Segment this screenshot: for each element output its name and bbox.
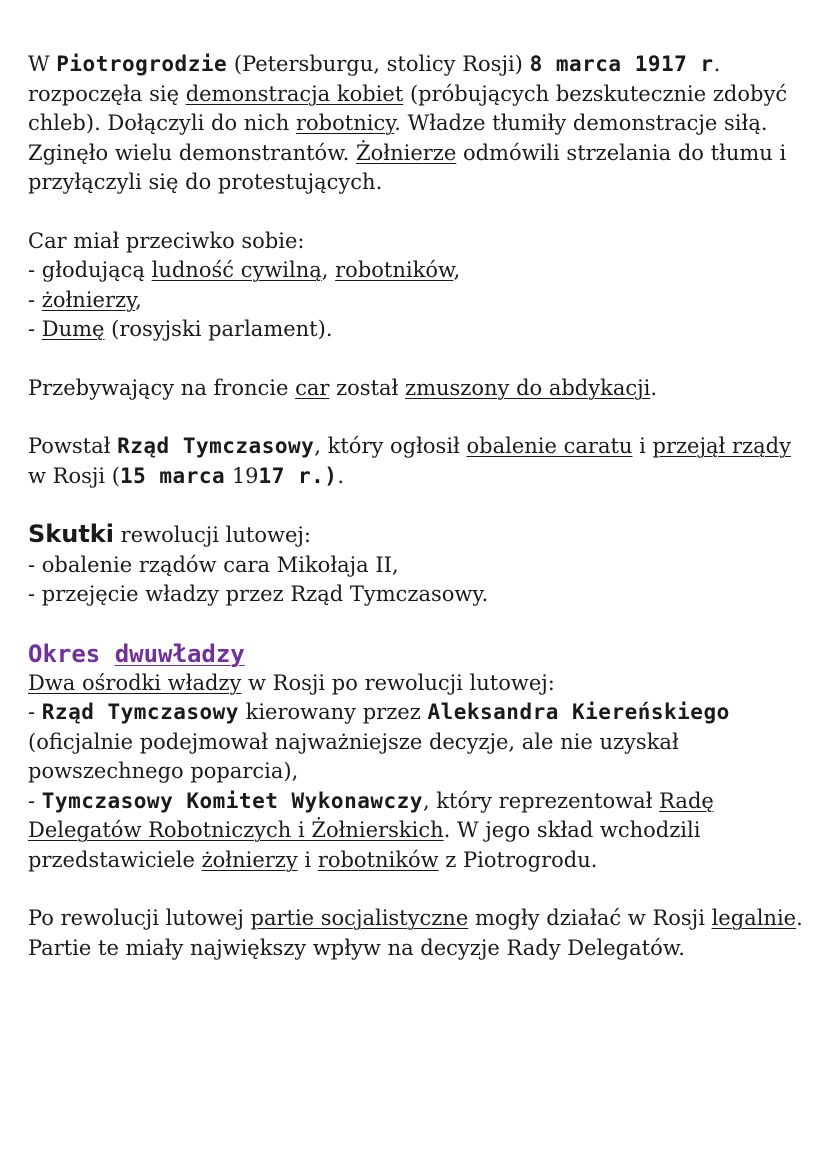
list-item-prefix: - (28, 700, 42, 724)
bold-date: 17 r.) (258, 463, 338, 488)
text: Powstał (28, 434, 118, 458)
text: kierowany przez (238, 700, 428, 724)
text: został (329, 375, 406, 400)
text: rewolucji lutowej: (114, 523, 311, 547)
paragraph-provisional-government (28, 432, 808, 491)
heading-underlined: dwuwładzy (114, 639, 245, 668)
underlined-term: robotnicy (296, 111, 395, 135)
paragraph-effects (28, 520, 808, 610)
text: , (453, 258, 461, 282)
list-item-prefix: - głodującą (28, 258, 152, 282)
text: Przebywający na froncie (28, 375, 296, 400)
paragraph-dual-power (28, 669, 808, 876)
text: z Piotrogrodu. (438, 847, 598, 872)
paragraph-socialist-parties (28, 904, 808, 963)
underlined-term: Żołnierze (356, 140, 457, 165)
section-heading-dual-power (28, 639, 808, 669)
text: w Rosji ( (28, 463, 120, 488)
text: 19 (225, 463, 259, 488)
text: mogły działać w Rosji (468, 906, 712, 930)
paragraph-opponents (28, 227, 808, 345)
bold-date: 8 marca 1917 r (529, 52, 714, 76)
text: . Partie te miały największy wpływ na decyzje Rady Delegatów. (28, 906, 803, 960)
text: w Rosji po rewolucji lutowej: (241, 670, 555, 695)
text: . W jego skład wchodzili przedstawiciele (28, 818, 701, 872)
underlined-term: robotników (335, 258, 454, 282)
underlined-term: obalenie caratu (466, 434, 633, 458)
underlined-term: przejął rządy (652, 434, 791, 458)
list-item: - przejęcie władzy przez Rząd Tymczasowy. (28, 582, 489, 606)
text: . (650, 375, 658, 400)
text: (próbujących bezskutecznie zdobyć chleb). Dołączyli do nich (28, 81, 788, 135)
text: odmówili strzelania do tłumu i przyłączyli się do protestujących. (28, 140, 787, 194)
underlined-term: car (295, 375, 330, 400)
underlined-term: demonstracja kobiet (185, 81, 404, 106)
text: , który ogłosił (314, 434, 467, 458)
underlined-term: zmuszony do abdykacji (405, 375, 651, 400)
text: (rosyjski parlament). (104, 317, 333, 341)
text: i (632, 434, 653, 458)
list-item-prefix: - (28, 287, 42, 312)
paragraph-abdication (28, 374, 808, 404)
text: W (28, 52, 57, 76)
heading-text: Okres (28, 639, 115, 668)
text: . Władze tłumiły demonstracje siłą. Zginęło wielu demonstrantów. (28, 111, 768, 165)
text: . rozpoczęła się (28, 52, 721, 106)
effects-heading: Skutki (28, 520, 114, 548)
text: . (337, 463, 345, 488)
underlined-term: żołnierzy (41, 287, 136, 312)
bold-term: Rząd Tymczasowy (41, 700, 239, 724)
underlined-term: legalnie (711, 906, 797, 930)
bold-term: Tymczasowy Komitet Wykonawczy (41, 788, 423, 813)
text: (Petersburgu, stolicy Rosji) (227, 52, 530, 76)
text: Po rewolucji lutowej (28, 906, 251, 930)
text: i (297, 847, 318, 872)
list-item: - obalenie rządów cara Mikołaja II, (28, 552, 399, 577)
bold-person: Aleksandra Kiereńskiego (427, 700, 730, 724)
text: , który reprezentował (422, 788, 660, 813)
underlined-term: Radę Delegatów Robotniczych i Żołnierskich (28, 788, 714, 842)
bold-date: 15 marca (119, 463, 226, 488)
list-item-prefix: - (28, 317, 42, 341)
underlined-term: Dwa ośrodki władzy (28, 670, 242, 695)
document-page (28, 50, 808, 992)
list-item-prefix: - (28, 788, 42, 813)
bold-term: Rząd Tymczasowy (117, 434, 315, 458)
text: (oficjalnie podejmował najważniejsze decyzje, ale nie uzyskał powszechnego poparcia), (28, 729, 679, 783)
paragraph-demonstration (28, 50, 808, 198)
list-intro: Car miał przeciwko sobie: (28, 228, 305, 253)
underlined-term: Dumę (41, 317, 105, 341)
underlined-term: ludność cywilną (151, 258, 322, 282)
underlined-term: żołnierzy (201, 847, 298, 872)
underlined-term: partie socjalistyczne (250, 906, 469, 930)
bold-place: Piotrogrodzie (56, 52, 228, 76)
text: , (321, 258, 336, 282)
underlined-term: robotników (317, 847, 439, 872)
text: , (135, 287, 142, 312)
